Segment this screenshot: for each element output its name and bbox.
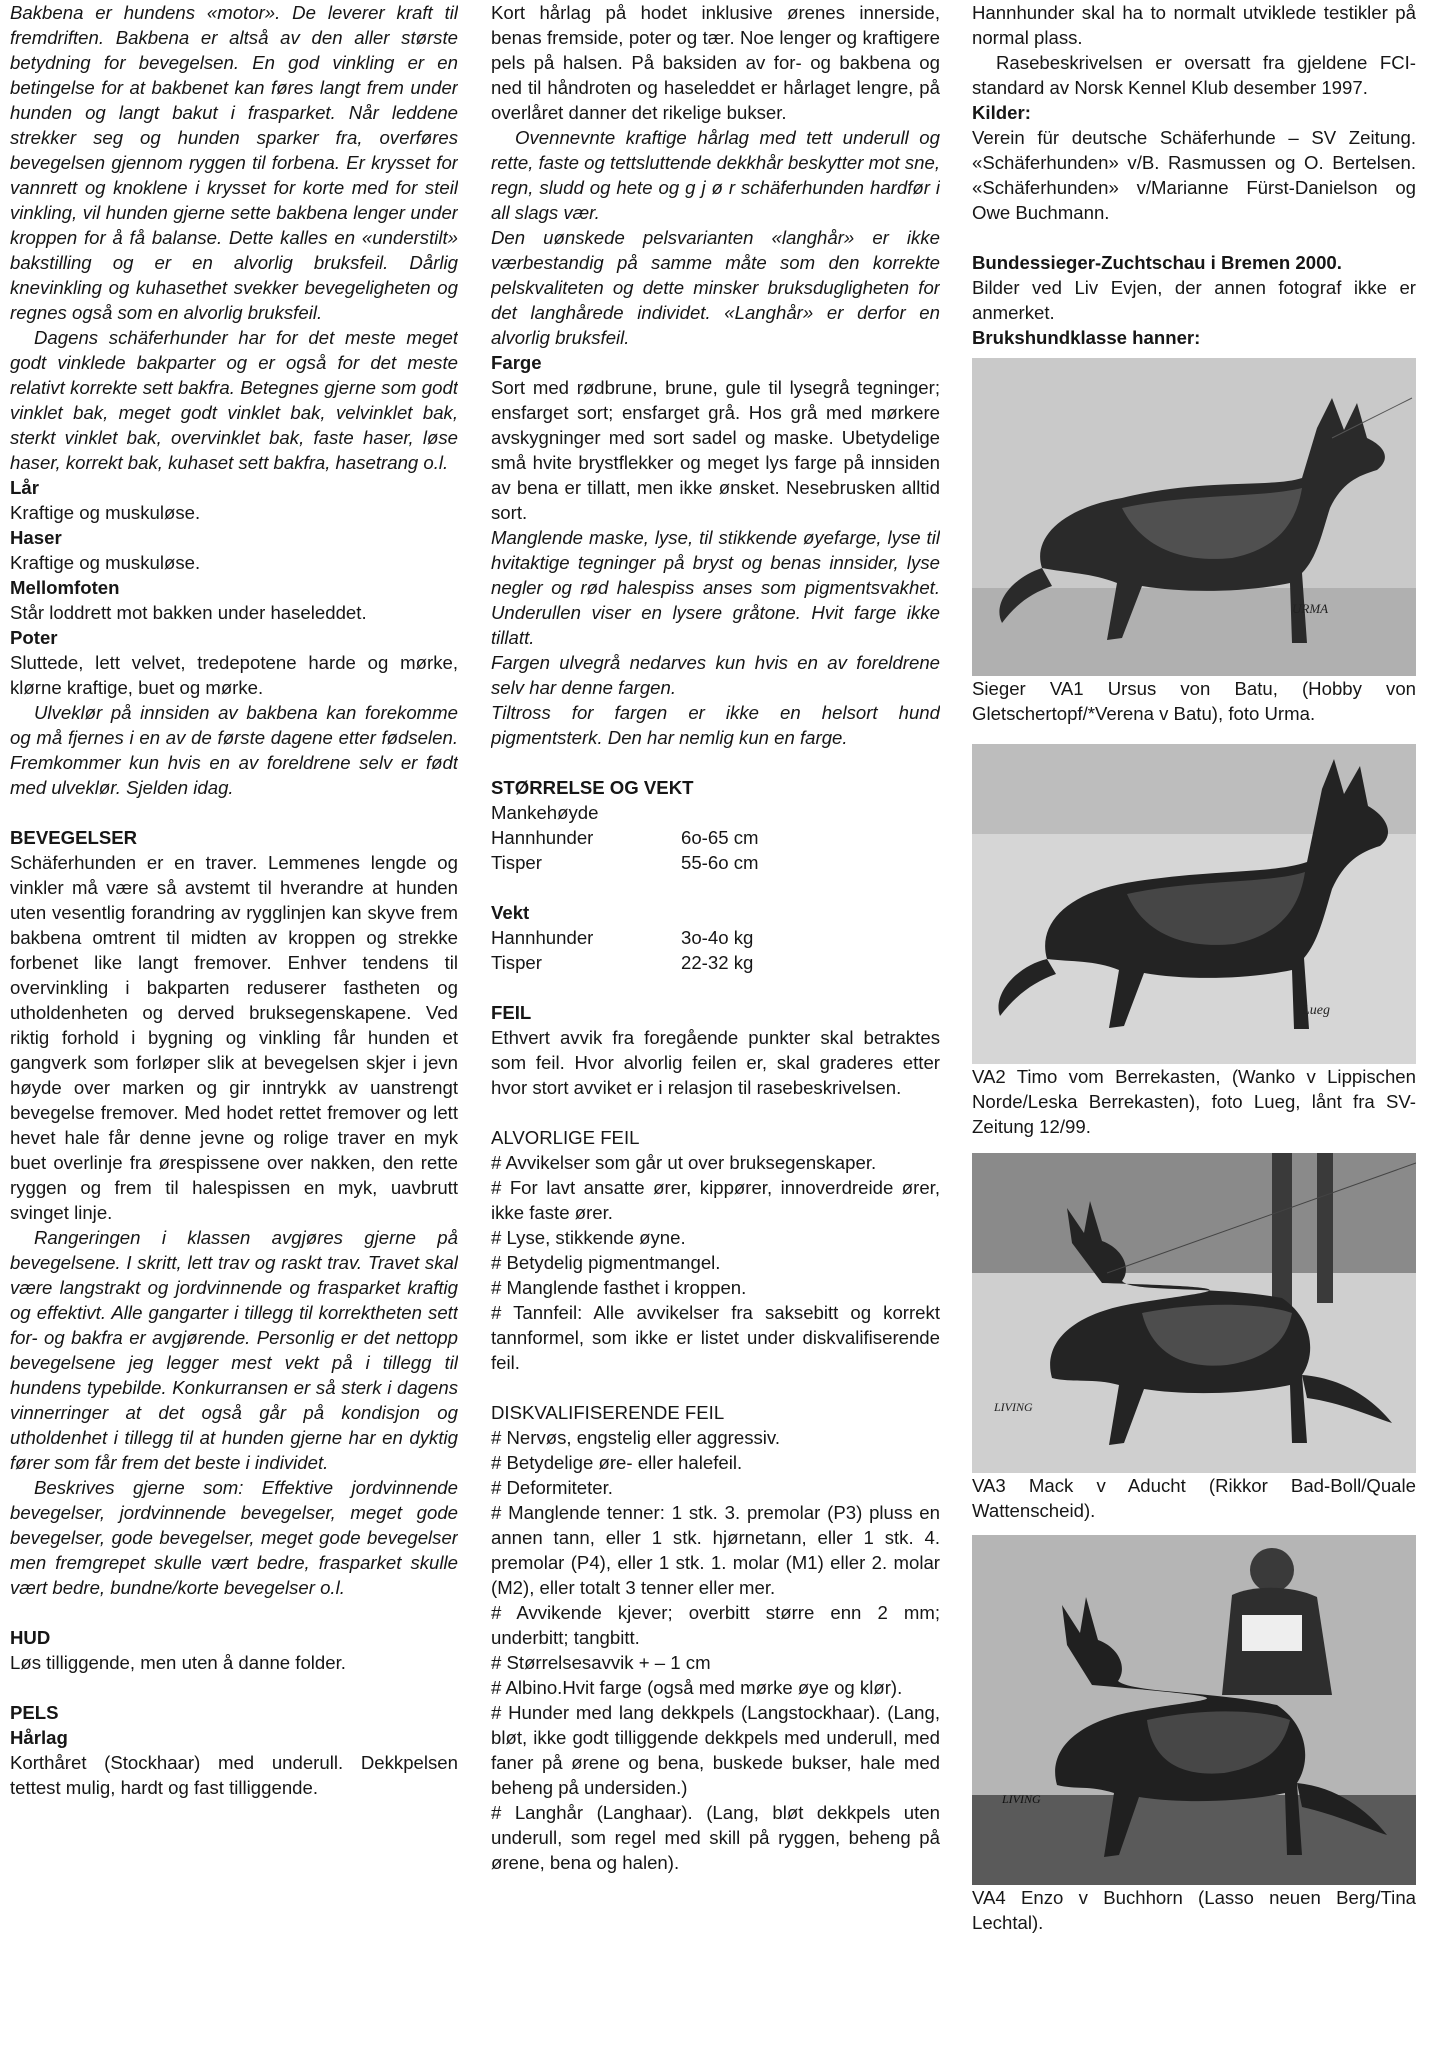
weight-value-females: 22-32 kg (681, 952, 754, 973)
photo-signature: Lueg (1302, 1003, 1330, 1018)
rangering-paragraph: Rangeringen i klassen avgjøres gjerne på bevegelsene. I skritt, lett trav og raskt trav. Travet skal være langstrakt og jordvinnende og frasparket kraftig og effektivt. Alle gangarter i tillegg til korrektheten sett for- og bakfra er avgjørende. Personlig er det nettopp bevegelsene jeg legger mest vekt på i tillegg til hundens typebilde. Konkurransen er så sterk i dagens vinnerringer at det også går på kondisjon og utholdenhet i tillegg til at hunden gjerne har en dyktig fører som får frem det beste i individet. (10, 1227, 458, 1473)
list-item: # Hunder med lang dekkpels (Langstockhaar). (Lang, bløt, ikke godt tilliggende dekkpels med underull, med faner på ørene og bena, buskede bukser, hale med beheng på undersiden.) (491, 1702, 940, 1798)
kilder-text: Verein für deutsche Schäferhunde – SV Zeitung. «Schäferhunden» v/B. Rasmussen og O. Bertelsen. «Schäferhunden» v/Marianne Fürst-Danielson og Owe Buchmann. (972, 127, 1416, 223)
weight-value-males: 3o-4o kg (681, 927, 754, 948)
height-value-males: 6o-65 cm (681, 827, 759, 848)
diskvalif-list (491, 1425, 940, 1875)
dog-illustration-icon (972, 358, 1416, 676)
height-table (491, 825, 940, 875)
alvorlige-feil-list (491, 1150, 940, 1375)
list-item: # For lavt ansatte ører, kippører, innoverdreide ører, ikke faste ører. (491, 1177, 940, 1223)
dog-illustration-icon (972, 1535, 1416, 1885)
list-item: # Tannfeil: Alle avvikelser fra saksebitt og korrekt tannformel, som ikke er listet under diskvalifiserende feil. (491, 1302, 940, 1373)
beskrives-paragraph: Beskrives gjerne som: Effektive jordvinnende bevegelser, jordvinnende bevegelser, meget gode bevegelser, gode bevegelser, meget gode bevegelser men fremgrepet skulle vært bedre, frasparket skulle vært bedre, bundne/korte bevegelser o.l. (10, 1477, 458, 1598)
feil-text: Ethvert avvik fra foregående punkter skal betraktes som feil. Hvor alvorlig feilen er, skal graderes etter hvor stort avviket er i relasjon til rasebeskrivelsen. (491, 1027, 940, 1098)
feil-heading: FEIL (491, 1002, 532, 1023)
farge-text: Sort med rødbrune, brune, gule til lysegrå tegninger; ensfarget sort; ensfarget grå. Hos grå med mørkere avskygninger med sort sadel og maske. Ubetydelige små hvite brystflekker og meget lys farge på innsiden av bena er tillatt, men ikke ønsket. Nesebrusken alltid sort. (491, 377, 940, 523)
show-subheading: Bilder ved Liv Evjen, der annen fotograf ikke er anmerket. (972, 277, 1416, 323)
list-item: # Manglende fasthet i kroppen. (491, 1277, 747, 1298)
haser-heading: Haser (10, 527, 62, 548)
mellomfoten-heading: Mellomfoten (10, 577, 120, 598)
hud-text: Løs tilliggende, men uten å danne folder. (10, 1652, 346, 1673)
rasebeskrivelsen-text: Rasebeskrivelsen er oversatt fra gjeldene FCI-standard av Norsk Kennel Klub desember 1997. (972, 52, 1416, 98)
ulvegra-paragraph: Fargen ulvegrå nedarves kun hvis en av foreldrene selv har denne fargen. (491, 652, 940, 698)
hindlegs-motor-paragraph: Bakbena er hundens «motor». De leverer kraft til fremdriften. Bakbena er altså av den aller største betydning for bevegelsen. En god vinkling er en betingelse for at bakbenet kan føres langt frem under hunden og langt bakut i frasparket. Når leddene strekker seg og hunden sparker fra, overføres bevegelsen gjennom ryggen til forbena. Er krysset for vannrett og knoklene i krysset for korte med for steil vinkling, vil hunden gjerne sette bakbena lenger under kroppen for å få balanse. Dette kalles en «understilt» bakstilling og er en alvorlig bruksfeil. Dårlig knevinkling og kuhasethet svekker bevegeligheten og regnes også som en alvorlig bruksfeil. (10, 2, 458, 323)
dog-illustration-icon (972, 1153, 1416, 1473)
dog-photo-4 (972, 1535, 1416, 1885)
photo-signature: URMA (1292, 601, 1329, 616)
list-item: # Manglende tenner: 1 stk. 3. premolar (P3) pluss en annen tann, eller 1 stk. hjørnetann, eller 1 stk. 4. premolar (P4), eller 1 stk. 1. molar (M1) eller 2. molar (M2), eller totalt 3 tenner eller mer. (491, 1502, 940, 1598)
langhar-paragraph: Den uønskede pelsvarianten «langhår» er ikke værbestandig på samme måte som den korrekte pelskvaliteten og dette minsker bruksdugligheten for det langhårede individet. «Langhår» er derfor en alvorlig bruksfeil. (491, 227, 940, 348)
hud-heading: HUD (10, 1627, 51, 1648)
mellomfoten-text: Står loddrett mot bakken under haseleddet. (10, 602, 367, 623)
haser-text: Kraftige og muskuløse. (10, 552, 201, 573)
ulveklor-paragraph: Ulveklør på innsiden av bakbena kan forekomme og må fjernes i en av de første dagene etter fødselen. Fremkommer kun hvis en av foreldrene selv er født med ulveklør. Sjelden idag. (10, 702, 458, 798)
photo-signature: LIVING (994, 1400, 1033, 1414)
vekt-heading: Vekt (491, 902, 530, 923)
list-item: # Lyse, stikkende øyne. (491, 1227, 686, 1248)
class-heading: Brukshundklasse hanner: (972, 327, 1201, 348)
ovennevnte-paragraph: Ovennevnte kraftige hårlag med tett underull og rette, faste og tettsluttende dekkhår beskytter mot sne, regn, sludd og hete og g j ø r schäferhunden hardfør i all slags vær. (491, 127, 940, 223)
lar-text: Kraftige og muskuløse. (10, 502, 201, 523)
kilder-heading: Kilder: (972, 102, 1031, 123)
column-3 (972, 0, 1416, 2048)
weight-label-females: Tisper (491, 952, 542, 973)
photo-signature: LIVING (1002, 1792, 1041, 1806)
bevegelser-heading: BEVEGELSER (10, 827, 138, 848)
show-heading: Bundessieger-Zuchtschau i Bremen 2000. (972, 252, 1342, 273)
alvorlige-feil-heading: ALVORLIGE FEIL (491, 1127, 640, 1148)
photo-caption-4: VA4 Enzo v Buchhorn (Lasso neuen Berg/Tina Lechtal). (972, 1887, 1416, 1933)
mankehoyde-label: Mankehøyde (491, 802, 599, 823)
list-item: # Deformiteter. (491, 1477, 613, 1498)
poter-text: Sluttede, lett velvet, tredepotene harde og mørke, klørne kraftige, buet og mørke. (10, 652, 458, 698)
dog-photo-2 (972, 744, 1416, 1064)
poter-heading: Poter (10, 627, 58, 648)
height-value-females: 55-6o cm (681, 852, 759, 873)
dog-photo-3 (972, 1153, 1416, 1473)
storrelse-heading: STØRRELSE OG VEKT (491, 777, 694, 798)
harlag-continued: Kort hårlag på hodet inklusive ørenes innerside, benas fremside, poter og tær. Noe lenger og kraftigere pels på halsen. På baksiden av for- og bakbena og ned til håndroten og haseleddet er hårlaget lengre, på overlåret danner det rikelige bukser. (491, 2, 940, 123)
weight-label-males: Hannhunder (491, 927, 594, 948)
list-item: # Albino.Hvit farge (også med mørke øye og klør). (491, 1677, 903, 1698)
photo-caption-3: VA3 Mack v Aducht (Rikkor Bad-Boll/Quale Wattenscheid). (972, 1475, 1416, 1521)
photo-caption-2: VA2 Timo vom Berrekasten, (Wanko v Lippischen Norde/Leska Berrekasten), foto Lueg, lånt fra SV-Zeitung 12/99. (972, 1066, 1416, 1137)
testikler-text: Hannhunder skal ha to normalt utviklede testikler på normal plass. (972, 2, 1416, 48)
tiltross-paragraph: Tiltross for fargen er ikke en helsort hund pigmentsterk. Den har nemlig kun en farge. (491, 702, 940, 748)
column-2 (491, 0, 940, 2048)
dog-photo-1 (972, 358, 1416, 676)
dog-illustration-icon (972, 744, 1416, 1064)
height-label-males: Hannhunder (491, 827, 594, 848)
pels-heading: PELS (10, 1702, 59, 1723)
diskvalif-heading: DISKVALIFISERENDE FEIL (491, 1402, 725, 1423)
list-item: # Avvikelser som går ut over bruksegenskaper. (491, 1152, 877, 1173)
weight-table (491, 925, 940, 975)
list-item: # Avvikende kjever; overbitt større enn 2 mm; underbitt; tangbitt. (491, 1602, 940, 1648)
farge-heading: Farge (491, 352, 542, 373)
list-item: # Nervøs, engstelig eller aggressiv. (491, 1427, 781, 1448)
photo-caption-1: Sieger VA1 Ursus von Batu, (Hobby von Gletschertopf/*Verena v Batu), foto Urma. (972, 678, 1416, 724)
harlag-heading: Hårlag (10, 1727, 68, 1748)
harlag-text: Korthåret (Stockhaar) med underull. Dekkpelsen tettest mulig, hardt og fast tilliggende. (10, 1752, 458, 1798)
manglende-maske-paragraph: Manglende maske, lyse, til stikkende øyefarge, lyse til hvitaktige tegninger på bryst og benas innsider, lyse negler og rød halespiss anses som pigmentsvakhet. Underullen viser en lysere gråtone. Hvit farge ikke tillatt. (491, 527, 940, 648)
column-1 (10, 0, 458, 2048)
list-item: # Betydelige øre- eller halefeil. (491, 1452, 743, 1473)
list-item: # Størrelsesavvik + – 1 cm (491, 1652, 711, 1673)
height-label-females: Tisper (491, 852, 542, 873)
list-item: # Betydelig pigmentmangel. (491, 1252, 721, 1273)
list-item: # Langhår (Langhaar). (Lang, bløt dekkpels uten underull, som regel med skill på ryggen, beheng på ørene, bena og halen). (491, 1802, 940, 1873)
hindquarters-today-paragraph: Dagens schäferhunder har for det meste meget godt vinklede bakparter og er også for det meste relativt korrekte sett bakfra. Betegnes gjerne som godt vinklet bak, meget godt vinklet bak, velvinklet bak, sterkt vinklet bak, overvinklet bak, faste haser, løse haser, korrekt bak, kuhaset sett bakfra, hasetrang o.l. (10, 327, 458, 473)
lar-heading: Lår (10, 477, 39, 498)
bevegelser-paragraph: Schäferhunden er en traver. Lemmenes lengde og vinkler må være så avstemt til hverandre at hunden uten vesentlig forandring av rygglinjen kan skyve frem bakbena omtrent til midten av kroppen og strekke forbenet like langt fremover. Enhver tendens til overvinkling i bakparten reduserer fastheten og utholdenheten og derved bruksegenskapene. Ved riktig forhold i bygning og vinkling får hunden et gangverk som forløper slik at bevegelsen skjer i jevn høyde over marken og gir inntrykk av uanstrengt bevegelse fremover. Med hodet rettet fremover og lett hevet hale får denne jevne og rolige traver en myk buet overlinje fra ørespissene over nakken, den rette ryggen og frem til halespissen en myk, uavbrutt svinget linje. (10, 852, 458, 1223)
